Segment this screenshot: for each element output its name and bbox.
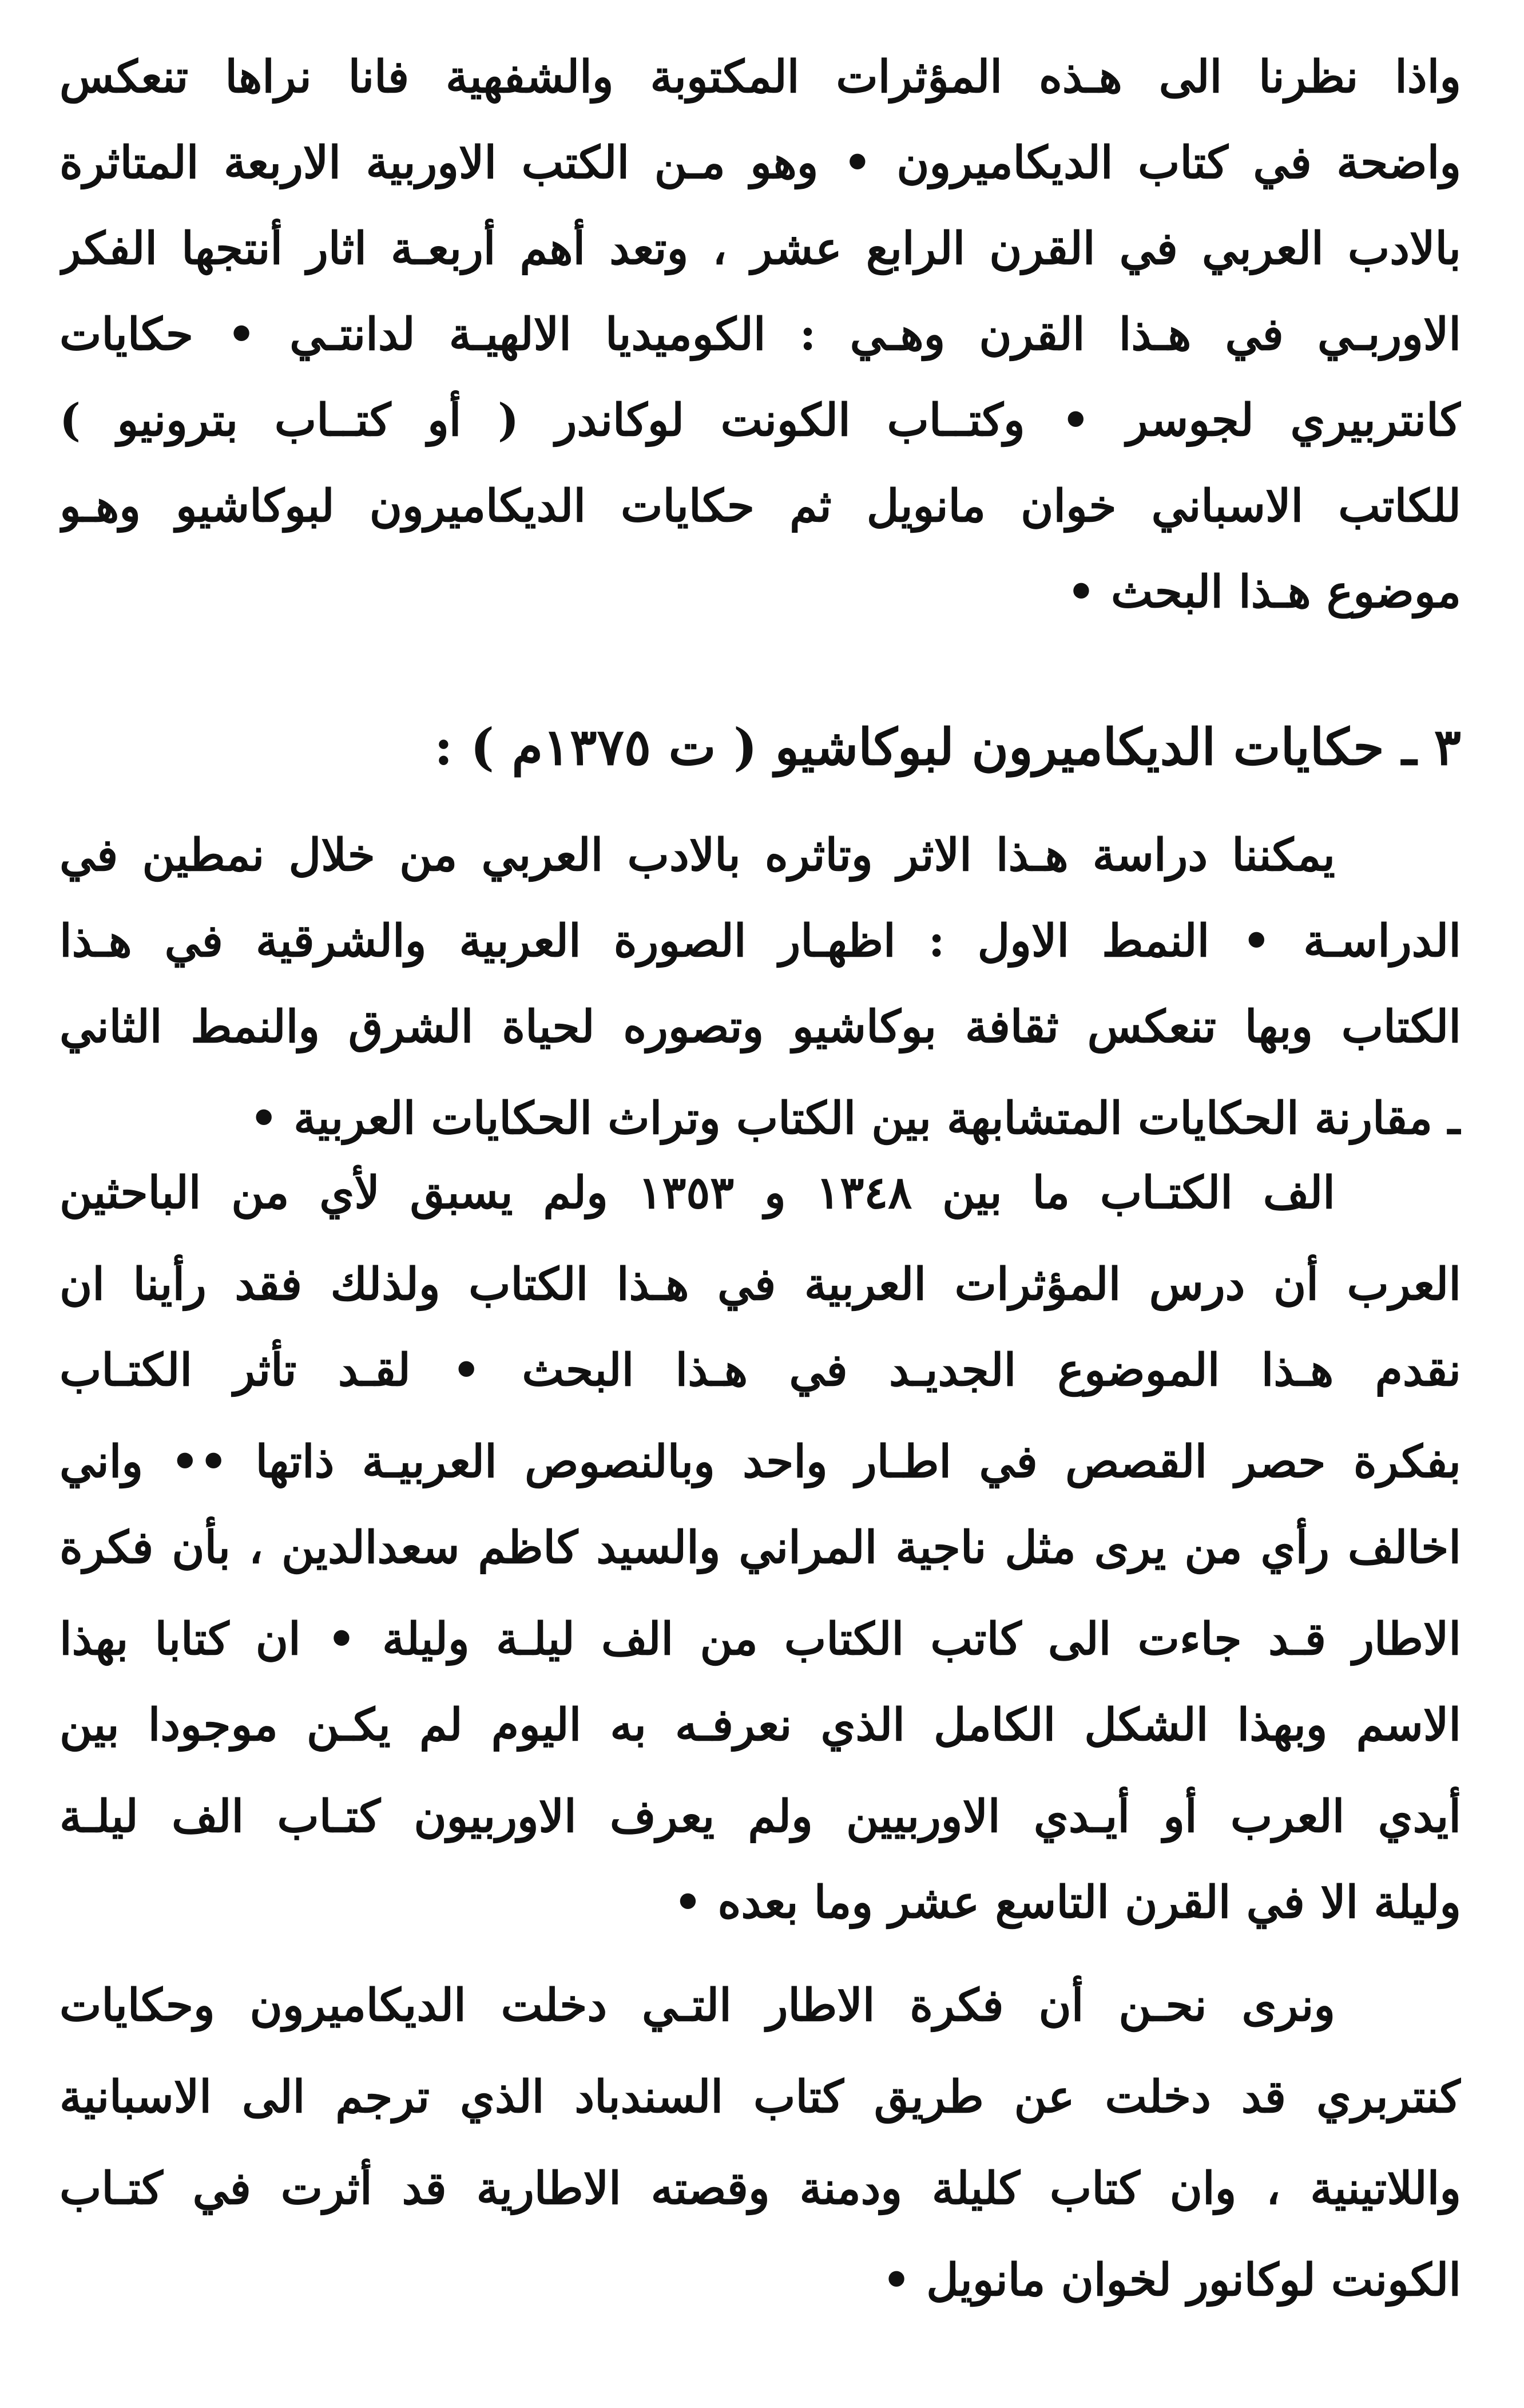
paragraph-line: واضحة في كتاب الديكاميرون • وهو مـن الكتب الاوربية الاربعة المتاثرة	[59, 137, 1461, 189]
paragraph-line: الكتاب وبها تنعكس ثقافة بوكاشيو وتصوره لحياة الشرق والنمط الثاني	[59, 1001, 1461, 1053]
paragraph-line: يمكننا دراسة هـذا الاثر وتاثره بالادب العربي من خلال نمطين في	[59, 829, 1335, 881]
paragraph-line: أيدي العرب أو أيـدي الاوربيين ولم يعرف الاوربيون كتـاب الف ليلـة	[59, 1791, 1461, 1843]
paragraph-line: وليلة الا في القرن التاسع عشر وما بعده •	[673, 1876, 1461, 1928]
paragraph-line: للكاتب الاسباني خوان مانويل ثم حكايات الديكاميرون لبوكاشيو وهـو	[59, 480, 1461, 532]
paragraph-line: الف الكتـاب ما بين ١٣٤٨ و ١٣٥٣ ولم يسبق لأي من الباحثين	[59, 1167, 1335, 1219]
paragraph-line: ـ مقارنة الحكايات المتشابهة بين الكتاب وتراث الحكايات العربية •	[249, 1092, 1461, 1144]
paragraph-line: كانتربيري لجوسر • وكتــاب الكونت لوكاندر ( أو كتــاب بترونيو )	[59, 394, 1461, 446]
paragraph-line: العرب أن درس المؤثرات العربية في هـذا الكتاب ولذلك فقد رأينا ان	[59, 1258, 1461, 1310]
paragraph-line: نقدم هـذا الموضوع الجديـد في هـذا البحث • لقـد تأثر الكتـاب	[59, 1344, 1461, 1396]
paragraph-line: الكونت لوكانور لخوان مانويل •	[882, 2254, 1461, 2306]
paragraph-line: الدراسـة • النمط الاول : اظهـار الصورة العربية والشرقية في هـذا	[59, 915, 1461, 967]
paragraph-line: كنتربري قد دخلت عن طريق كتاب السندباد الذي ترجم الى الاسبانية	[59, 2071, 1461, 2123]
paragraph-line: اخالف رأي من يرى مثل ناجية المراني والسيد كاظم سعدالدين ، بأن فكرة	[59, 1522, 1461, 1574]
paragraph-line: بفكرة حصر القصص في اطـار واحد وبالنصوص العربيـة ذاتها •• واني	[59, 1436, 1461, 1488]
section-heading: ٣ ـ حكايات الديكاميرون لبوكاشيو ( ت ١٣٧٥م ) :	[434, 717, 1461, 777]
paragraph-line: موضوع هـذا البحث •	[1067, 566, 1461, 618]
paragraph-line: الاسم وبهذا الشكل الكامل الذي نعرفـه به اليوم لم يكـن موجودا بين	[59, 1699, 1461, 1751]
paragraph-line: ونرى نحـن أن فكرة الاطار التـي دخلت الديكاميرون وحكايات	[59, 1979, 1335, 2031]
paragraph-line: واذا نظرنا الى هـذه المؤثرات المكتوبة والشفهية فانا نراها تنعكس	[59, 51, 1461, 103]
paragraph-line: الاطار قـد جاءت الى كاتب الكتاب من الف ليلـة وليلة • ان كتابا بهذا	[59, 1613, 1461, 1665]
paragraph-line: الاوربـي في هـذا القرن وهـي : الكوميديا الالهيـة لدانتـي • حكايات	[59, 308, 1461, 361]
paragraph-line: واللاتينية ، وان كتاب كليلة ودمنة وقصته الاطارية قد أثرت في كتـاب	[59, 2163, 1461, 2215]
paragraph-line: بالادب العربي في القرن الرابع عشر ، وتعد أهم أربعـة اثار أنتجها الفكر	[59, 223, 1461, 275]
